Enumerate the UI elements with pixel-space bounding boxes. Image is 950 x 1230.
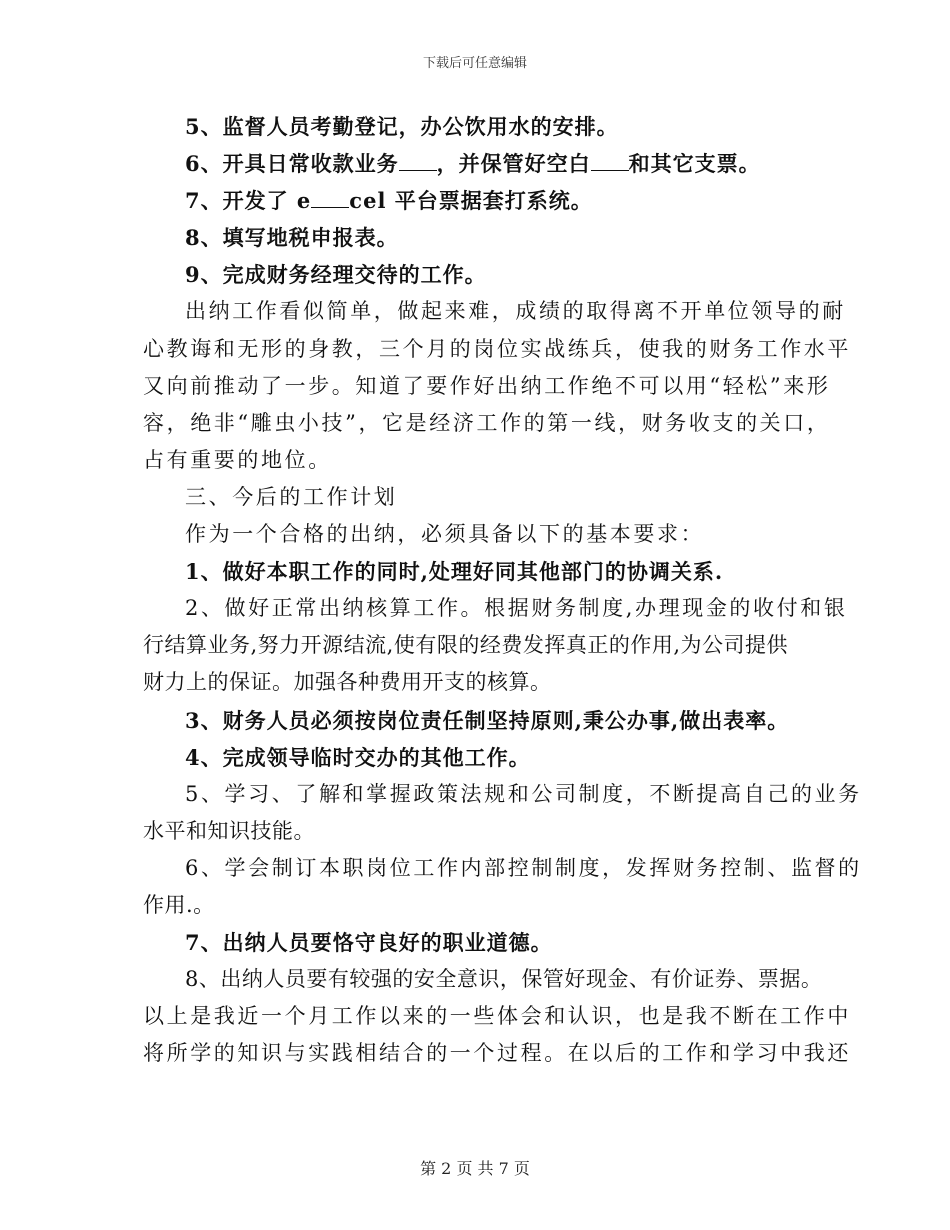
text-segment: ，并保管好空白 [436,151,591,177]
list-item-8-tax: 8、填写地税申报表。 [185,225,399,251]
plan-item-3: 3、财务人员必须按岗位责任制坚持原则,秉公办事,做出表率。 [185,707,790,733]
list-item-6-receipts [143,145,833,182]
plan-item-2: 2、做好正常出纳核算工作。根据财务制度,办理现金的收付和银 [185,596,848,621]
plan-item-4: 4、完成领导临时交办的其他工作。 [185,744,531,770]
section-heading: 三、今后的工作计划 [185,484,398,509]
plan-item-5: 5、学习、了解和掌握政策法规和公司制度，不断提高自己的业务 [185,781,862,806]
text-segment: 6、开具日常收款业务 [185,151,399,177]
paragraph-line: 行结算业务,努力开源结流,使有限的经费发挥真正的作用,为公司提供 [143,633,789,658]
paragraph-line: 将所学的知识与实践相结合的一个过程。在以后的工作和学习中我还 [143,1041,851,1066]
page-number-footer: 第 2 页 共 7 页 [420,1159,530,1178]
text-segment: 和其它支票。 [628,151,761,177]
text-segment: 7、开发了 e [185,188,312,214]
list-item-9-manager-tasks: 9、完成财务经理交待的工作。 [185,262,487,288]
paragraph-line: 心教诲和无形的身教，三个月的岗位实战练兵，使我的财务工作水平 [143,336,851,361]
plan-item-7: 7、出纳人员要恪守良好的职业道德。 [185,930,553,956]
text-segment: cel 平台票据套打系统。 [349,188,593,214]
paragraph-line: 水平和知识技能。 [143,818,315,843]
paragraph-line: 作用.。 [143,892,215,917]
paragraph-line: 又向前推动了一步。知道了要作好出纳工作绝不可以用“轻松”来形 [143,373,831,398]
blank-underline [399,152,437,171]
paragraph-line: 出纳工作看似简单，做起来难，成绩的取得离不开单位领导的耐 [185,299,846,324]
document-body [143,108,862,1072]
plan-item-1: 1、做好本职工作的同时,处理好同其他部门的协调关系. [185,559,724,585]
paragraph-line: 容，绝非“雕虫小技”，它是经济工作的第一线，财务收支的关口， [143,410,831,435]
plan-item-6: 6、学会制订本职岗位工作内部控制制度，发挥财务控制、监督的 [185,855,862,880]
page-header: 下载后可任意编辑 [422,56,527,71]
paragraph-line: 作为一个合格的出纳，必须具备以下的基本要求： [185,522,705,547]
paragraph-line: 财力上的保证。加强各种费用开支的核算。 [143,670,552,695]
paragraph-line: 以上是我近一个月工作以来的一些体会和认识，也是我不断在工作中 [143,1004,851,1029]
blank-underline [311,189,349,208]
plan-item-8: 8、出纳人员要有较强的安全意识，保管好现金、有价证券、票据。 [185,967,823,992]
list-item-5-attendance: 5、监督人员考勤登记，办公饮用水的安排。 [185,114,619,139]
paragraph-line: 占有重要的地位。 [143,447,332,472]
list-item-7-system [143,182,833,219]
blank-underline [591,152,629,171]
